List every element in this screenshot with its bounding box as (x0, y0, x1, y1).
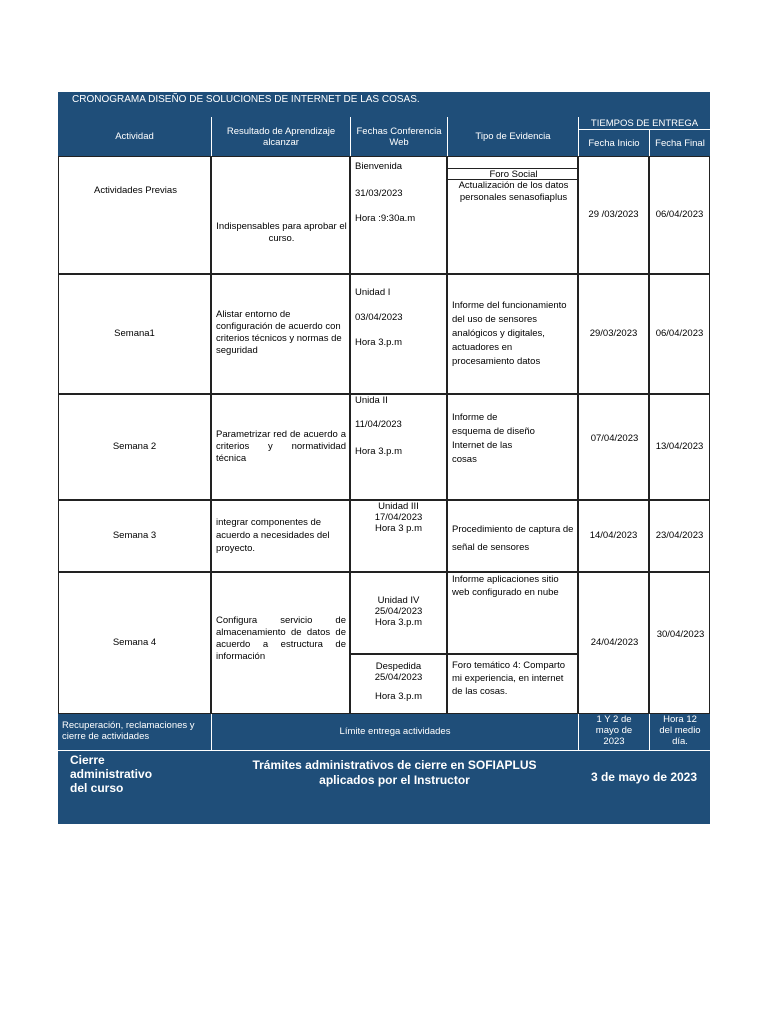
evidencia-text: Informe del funcionamiento del uso de sensores analógicos y digitales, actuadores en procesamiento datos (452, 300, 567, 367)
row-semana2-inicio (578, 394, 649, 500)
resultado-text: integrar componentes de acuerdo a necesidades del proyecto. (216, 517, 330, 554)
fecha-line: mayo de (595, 725, 633, 736)
hora-line: día. (672, 736, 688, 747)
row-semana3-conferencia (350, 500, 447, 572)
row-semana1-inicio: 29/03/2023 (578, 274, 649, 394)
conf-time: Hora 3.p.m (375, 691, 422, 702)
evidencia-text: Informe aplicaciones sitio web configurado en nube (452, 574, 559, 598)
row-semana2-actividad: Semana 2 (58, 394, 211, 500)
schedule-title: CRONOGRAMA DISEÑO DE SOLUCIONES DE INTERNET DE LAS COSAS. (58, 92, 710, 117)
recuperacion-limite: Límite entrega actividades (211, 714, 578, 750)
row-semana4-conferencia-b (350, 654, 447, 714)
evidencia-line: esquema de diseño (452, 426, 535, 437)
conf-date: 11/04/2023 (355, 419, 402, 430)
header-actividad: Actividad (58, 117, 211, 156)
conf-label: Bienvenida (355, 161, 403, 172)
resultado-text: Indispensables para aprobar el curso. (216, 221, 347, 244)
recuperacion-hora (649, 714, 710, 750)
tramites-line: Trámites administrativos de cierre en SOFIAPLUS (252, 758, 537, 772)
header-tiempos: TIEMPOS DE ENTREGA (578, 117, 710, 130)
row-semana4-resultado (211, 572, 350, 714)
row-semana3-final: 23/04/2023 (649, 500, 710, 572)
cierre-line: del curso (70, 781, 124, 795)
row-semana3-inicio: 14/04/2023 (578, 500, 649, 572)
row-semana4-inicio (578, 572, 649, 714)
evidencia-line: cosas (452, 454, 477, 465)
recuperacion-fecha (578, 714, 649, 750)
row-previas-final: 06/04/2023 (649, 156, 710, 274)
hora-line: del medio (659, 725, 701, 736)
conf-unit: Unidad IV (377, 595, 420, 606)
header-fecha-inicio: Fecha Inicio (578, 130, 649, 156)
recuperacion-label: Recuperación, reclamaciones y cierre de actividades (58, 714, 211, 750)
header-resultado: Resultado de Aprendizaje alcanzar (211, 117, 350, 156)
row-semana1-final: 06/04/2023 (649, 274, 710, 394)
fecha-line: 1 Y 2 de (596, 714, 632, 725)
resultado-text: Configura servicio de almacenamiento de datos de acuerdo a estructura de información (216, 615, 346, 662)
row-semana3-resultado (211, 500, 350, 572)
row-semana4-conferencia-a (350, 572, 447, 654)
header-tipo: Tipo de Evidencia (447, 117, 578, 156)
fecha-inicio-text: 07/04/2023 (590, 433, 639, 444)
conf-date: 25/04/2023 (374, 606, 423, 617)
resultado-text: Alistar entorno de configuración de acuerdo con criterios técnicos y normas de seguridad (216, 309, 342, 356)
row-semana1-actividad: Semana1 (58, 274, 211, 394)
evidencia-datos: Actualización de los datos personales senasofiaplus (458, 180, 569, 203)
cierre-label (58, 750, 211, 824)
row-semana2-final: 13/04/2023 (649, 394, 710, 500)
conf-unit: Unidad III (378, 501, 419, 512)
tramites-line: aplicados por el Instructor (319, 773, 470, 787)
row-semana1-resultado (211, 274, 350, 394)
header-fecha-final: Fecha Final (649, 130, 710, 156)
conf-unit: Unida II (355, 395, 388, 406)
conf-time: Hora 3 p.m (375, 523, 422, 534)
conf-time: Hora 3.p.m (355, 446, 402, 457)
row-semana1-conferencia (350, 274, 447, 394)
evidencia-text: Procedimiento de captura de señal de sensores (452, 524, 574, 553)
row-previas-conferencia (350, 156, 447, 274)
row-semana4-actividad: Semana 4 (58, 572, 211, 714)
cierre-line: Cierre (70, 753, 105, 767)
row-semana4-evidencia-a (447, 572, 578, 654)
fecha-inicio-text: 24/04/2023 (590, 637, 639, 648)
row-previas-inicio: 29 /03/2023 (578, 156, 649, 274)
conf-time: Hora 3.p.m (355, 337, 402, 348)
conf-date: 25/04/2023 (374, 672, 423, 683)
conf-date: 31/03/2023 (355, 188, 403, 199)
row-semana4-evidencia-b (447, 654, 578, 714)
conf-date: 17/04/2023 (374, 512, 423, 523)
row-semana2-resultado (211, 394, 350, 500)
actividad-label: Actividades Previas (94, 185, 177, 196)
header-fechas: Fechas Conferencia Web (350, 117, 447, 156)
cierre-fecha: 3 de mayo de 2023 (578, 750, 710, 824)
row-semana1-evidencia (447, 274, 578, 394)
conf-date: 03/04/2023 (355, 312, 403, 323)
evidencia-line: Internet de las (452, 440, 513, 451)
row-semana2-evidencia (447, 394, 578, 500)
hora-line: Hora 12 (663, 714, 697, 725)
conf-label: Despedida (375, 661, 422, 672)
row-previas-resultado (211, 156, 350, 274)
conf-time: Hora 3.p.m (375, 617, 422, 628)
row-semana2-conferencia (350, 394, 447, 500)
conf-time: Hora :9:30a.m (355, 213, 416, 224)
evidencia-line: Informe de (452, 412, 498, 423)
cierre-tramites (211, 750, 578, 824)
evidencia-foro: Foro Social (448, 168, 578, 180)
schedule-document (58, 92, 710, 824)
row-semana3-evidencia (447, 500, 578, 572)
row-semana3-actividad: Semana 3 (58, 500, 211, 572)
conf-unit: Unidad I (355, 287, 391, 298)
evidencia-text: Foro temático 4: Comparto mi experiencia, en internet de las cosas. (452, 660, 565, 697)
row-previas-actividad (58, 156, 211, 274)
cierre-line: administrativo (70, 767, 153, 781)
resultado-text: Parametrizar red de acuerdo a criterios y normatividad técnica (216, 429, 346, 464)
fecha-line: 2023 (603, 736, 625, 747)
row-semana4-final (649, 572, 710, 714)
fecha-final-text: 30/04/2023 (656, 629, 705, 640)
row-previas-evidencia (447, 156, 578, 274)
